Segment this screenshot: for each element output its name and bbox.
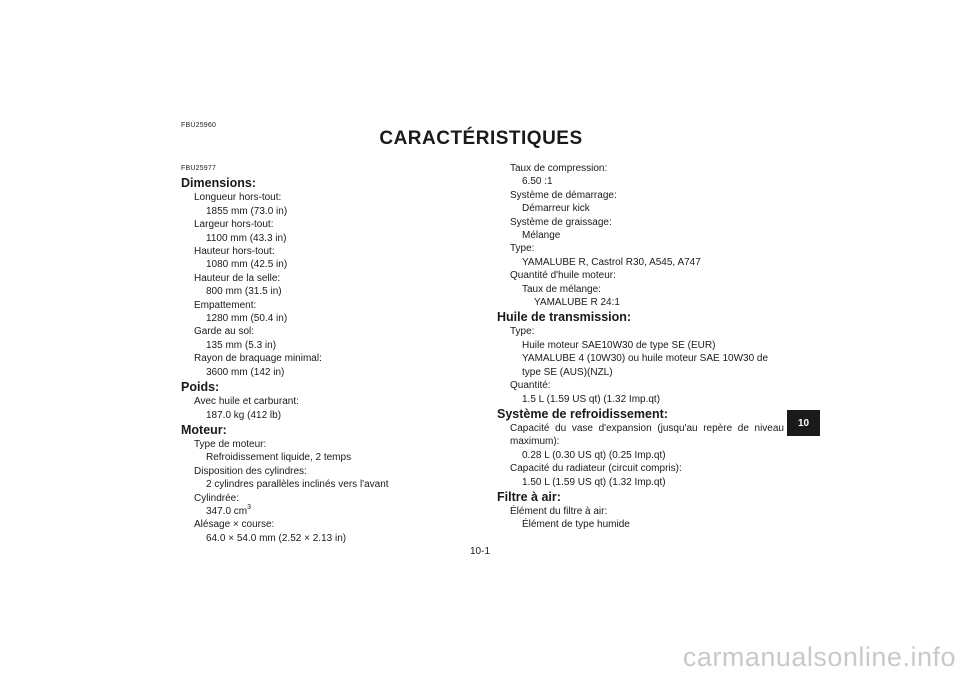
heading-poids: Poids: [181, 380, 220, 395]
spec-value: 1.50 L (1.59 US qt) (1.32 Imp.qt) [522, 476, 666, 488]
spec-value: 187.0 kg (412 lb) [206, 409, 282, 421]
spec-value: YAMALUBE 4 (10W30) ou huile moteur SAE 10W30 de type SE (AUS)(NZL) [522, 353, 769, 378]
right-column [497, 162, 787, 532]
spec-value: 135 mm (5.3 in) [206, 339, 277, 351]
heading-cooling: Système de refroidissement: [497, 406, 668, 421]
cylinder-volume: 347.0 cm [206, 505, 248, 517]
watermark: carmanualsonline.info [682, 642, 956, 672]
spec-value: 2 cylindres parallèles inclinés vers l'avant [206, 479, 389, 491]
unit-superscript: 3 [247, 503, 252, 511]
spec-value: Mélange [522, 230, 561, 242]
spec-label: Empattement: [194, 299, 257, 311]
spec-value: 3600 mm (142 in) [206, 366, 285, 378]
spec-label: Type: [510, 326, 535, 338]
spec-value: 6.50 :1 [522, 176, 553, 188]
spec-value: YAMALUBE R 24:1 [534, 297, 620, 309]
page-title: CARACTÉRISTIQUES [379, 128, 583, 149]
spec-value: Refroidissement liquide, 2 temps [206, 452, 352, 464]
spec-label: Quantité d'huile moteur: [510, 270, 616, 282]
spec-value: 1100 mm (43.3 in) [206, 232, 287, 244]
spec-value: 1280 mm (50.4 in) [206, 313, 288, 325]
spec-value: 1.5 L (1.59 US qt) (1.32 Imp.qt) [522, 393, 661, 405]
spec-value: 0.28 L (0.30 US qt) (0.25 Imp.qt) [522, 449, 666, 461]
spec-label: Élément du filtre à air: [510, 505, 608, 517]
spec-value: Démarreur kick [522, 203, 590, 215]
spec-label: Longueur hors-tout: [194, 192, 282, 204]
spec-value: 64.0 × 54.0 mm (2.52 × 2.13 in) [206, 532, 347, 544]
spec-label: Capacité du radiateur (circuit compris): [510, 463, 682, 475]
spec-label: Type: [510, 243, 535, 255]
heading-air-filter: Filtre à air: [497, 489, 561, 504]
spec-label: Hauteur de la selle: [194, 272, 281, 284]
spec-label: Garde au sol: [194, 326, 255, 338]
chapter-tab: 10 [787, 410, 820, 436]
spec-value: 1855 mm (73.0 in) [206, 205, 288, 217]
heading-transmission: Huile de transmission: [497, 310, 632, 325]
spec-value: 1080 mm (42.5 in) [206, 259, 288, 271]
spec-label: Disposition des cylindres: [194, 465, 307, 477]
spec-label: Type de moteur: [194, 438, 267, 450]
spec-label: Rayon de braquage minimal: [194, 353, 322, 365]
spec-label: Cylindrée: [194, 492, 240, 504]
spec-value: Élément de type humide [522, 519, 630, 531]
spec-label: Taux de mélange: [522, 283, 601, 295]
spec-label: Quantité: [510, 380, 551, 392]
spec-value [181, 505, 481, 518]
spec-label: Système de graissage: [510, 216, 612, 228]
spec-label: Avec huile et carburant: [194, 396, 299, 408]
section-code: FBU25960 [181, 122, 217, 129]
spec-value: Huile moteur SAE10W30 de type SE (EUR) [522, 339, 716, 351]
spec-label: Largeur hors-tout: [194, 219, 274, 231]
spec-label: Capacité du vase d'expansion (jusqu'au repère de niveau maximum): [510, 422, 784, 448]
left-column [181, 162, 481, 545]
subsection-code: FBU25977 [181, 165, 217, 172]
heading-moteur: Moteur: [181, 422, 227, 437]
spec-value: 800 mm (31.5 in) [206, 286, 282, 298]
spec-label: Hauteur hors-tout: [194, 246, 275, 258]
heading-dimensions: Dimensions: [181, 176, 257, 191]
spec-label: Taux de compression: [510, 163, 608, 174]
page-number: 10-1 [469, 546, 490, 557]
spec-label: Système de démarrage: [510, 189, 617, 201]
spec-value: YAMALUBE R, Castrol R30, A545, A747 [522, 256, 701, 268]
spec-label: Alésage × course: [194, 519, 275, 531]
